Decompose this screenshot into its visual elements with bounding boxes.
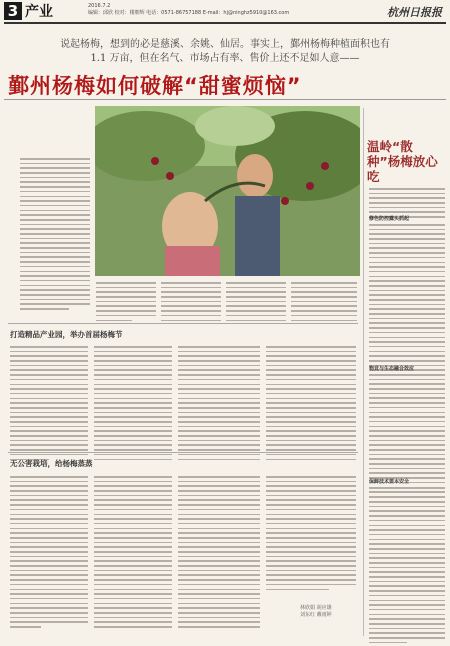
section-name: 产业 <box>25 4 53 20</box>
section-rule <box>8 452 358 453</box>
masthead-date: 2016.7.2 <box>88 3 111 9</box>
sidebar-subhead-1: 修色防控露头抓起 <box>369 216 410 222</box>
section-heading-2: 无公害栽培，给杨梅蒸蒸 <box>10 459 93 468</box>
body-column-2 <box>96 282 156 324</box>
sidebar-subhead-2: 物竞与生态融合效应 <box>369 366 415 372</box>
body-column-4 <box>226 282 286 324</box>
article-deck: 说起杨梅，想到的必是慈溪、余姚、仙居。事实上，鄞州杨梅种植面积也有 1.1 万亩，但在名气、市场占有率、售价上还不足如人意—— <box>60 39 390 64</box>
page-number-badge: 3 <box>4 2 22 20</box>
masthead-meta <box>88 3 308 17</box>
section-2-col-3 <box>178 476 260 631</box>
byline-authors-2: 刘东红 戴雨婷 <box>300 612 332 618</box>
body-column-1 <box>20 158 90 313</box>
section-2-col-4 <box>266 476 356 593</box>
section-1-col-1 <box>10 346 88 463</box>
masthead-rule <box>4 22 446 24</box>
article-headline: 鄞州杨梅如何破解“甜蜜烦恼” <box>8 74 302 98</box>
headline-rule <box>4 99 446 100</box>
column-divider <box>363 108 364 636</box>
section-heading-1: 打造精品产业园，举办首届杨梅节 <box>10 330 123 339</box>
section-rule <box>8 323 358 324</box>
section-2-col-2 <box>94 476 172 631</box>
newspaper-brand: 杭州日报报 <box>387 6 442 19</box>
sidebar-body-4 <box>369 487 445 646</box>
section-2-col-1 <box>10 476 88 631</box>
body-column-3 <box>161 282 221 324</box>
section-1-col-4 <box>266 346 356 463</box>
masthead-contact: 编辑：邱欣 校对：楼朝辉 电话：0571-86757188 E-mail：hj@ninghz5910@163.com <box>88 10 290 16</box>
article-byline <box>300 605 332 619</box>
byline-authors-1: 林欣娟 胡应雄 <box>300 605 332 611</box>
section-1-col-2 <box>94 346 172 463</box>
section-1-col-3 <box>178 346 260 463</box>
sidebar-title: 温岭“散种”杨梅放心吃 <box>367 139 438 184</box>
sidebar-body-2 <box>369 224 445 383</box>
sidebar-subhead-3: 保鲜技术要本安全 <box>369 479 410 485</box>
article-photo <box>95 106 360 276</box>
body-column-5 <box>291 282 357 324</box>
